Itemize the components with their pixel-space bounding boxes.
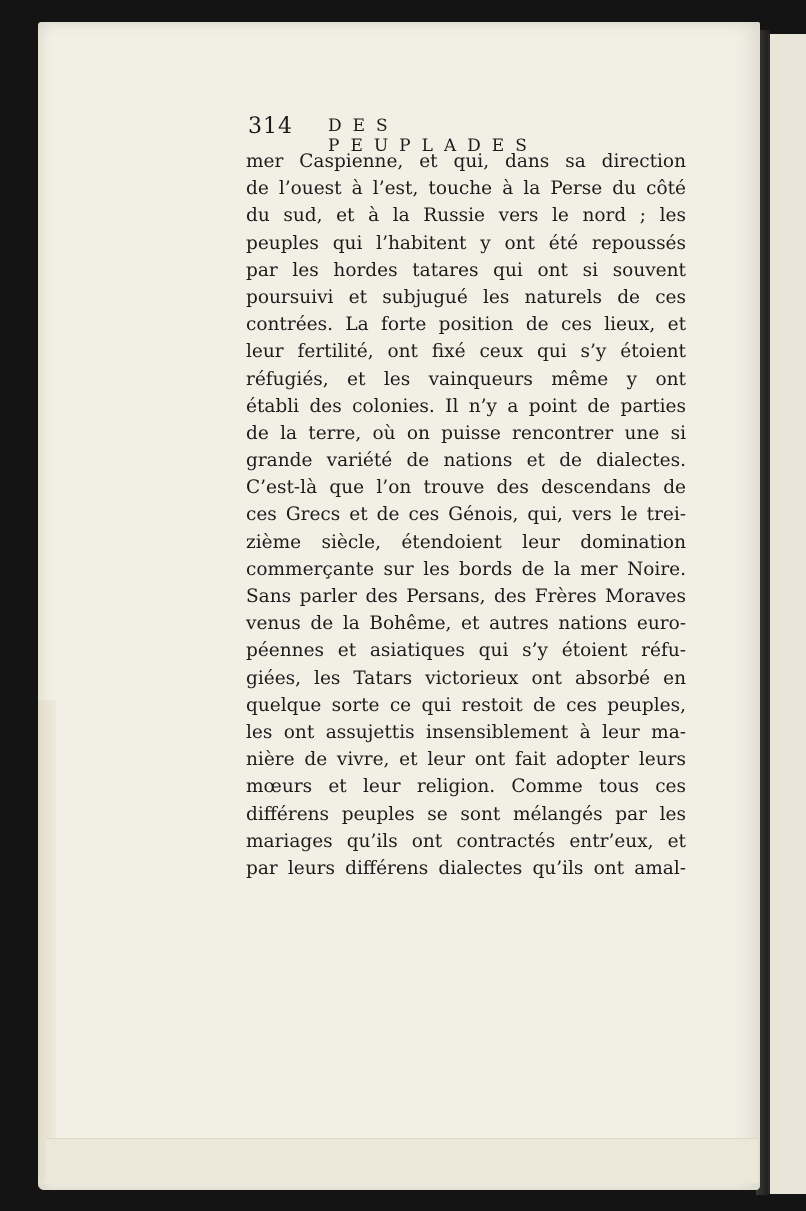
text-line: Sans parler des Persans, des Frères Moraves: [246, 586, 686, 607]
text-line: commerçante sur les bords de la mer Noire.: [246, 558, 686, 580]
text-line: giées, les Tatars victorieux ont absorbé en: [246, 667, 686, 689]
text-line: ces Grecs et de ces Génois, qui, vers le trei-: [246, 504, 686, 526]
facing-page-edge: [768, 34, 806, 1194]
text-line: par les hordes tatares qui ont si souvent: [246, 259, 686, 281]
text-line: grande variété de nations et de dialectes.: [246, 450, 686, 472]
text-line: du sud, et à la Russie vers le nord ; les: [246, 205, 686, 227]
page-bottom-edge: [46, 1138, 758, 1183]
text-line: peuples qui l’habitent y ont été repoussés: [246, 232, 686, 254]
text-line: de la terre, où on puisse rencontrer une si: [246, 422, 686, 444]
page-number: 314: [248, 114, 293, 139]
text-line: mariages qu’ils ont contractés entr’eux, et: [246, 830, 686, 852]
running-title: DES PEUPLADES: [328, 116, 538, 156]
text-line: établi des colonies. Il n’y a point de parties: [246, 395, 686, 417]
text-line: poursuivi et subjugué les naturels de ces: [246, 286, 686, 308]
text-line: mœurs et leur religion. Comme tous ces: [246, 776, 686, 798]
text-line: C’est-là que l’on trouve des descendans de: [246, 477, 686, 499]
text-line: différens peuples se sont mélangés par les: [246, 803, 686, 825]
text-line: nière de vivre, et leur ont fait adopter leurs: [246, 749, 686, 771]
text-line: de l’ouest à l’est, touche à la Perse du côté: [246, 178, 686, 200]
text-line: quelque sorte ce qui restoit de ces peuples,: [246, 694, 686, 716]
text-line: réfugiés, et les vainqueurs même y ont: [246, 368, 686, 390]
text-line: zième siècle, étendoient leur domination: [246, 531, 686, 553]
text-line: par leurs différens dialectes qu’ils ont amal-: [246, 857, 686, 879]
text-line: contrées. La forte position de ces lieux, et: [246, 314, 686, 336]
text-line: venus de la Bohême, et autres nations euro-: [246, 613, 686, 635]
text-line: leur fertilité, ont fixé ceux qui s’y étoient: [246, 341, 686, 363]
body-text: [246, 148, 686, 882]
text-line: péennes et asiatiques qui s’y étoient réfu-: [246, 640, 686, 662]
page-header: [248, 114, 608, 156]
text-line: les ont assujettis insensiblement à leur ma-: [246, 721, 686, 743]
page-fore-edge: [38, 700, 56, 1180]
text-line: mer Caspienne, et qui, dans sa direction: [246, 151, 686, 172]
